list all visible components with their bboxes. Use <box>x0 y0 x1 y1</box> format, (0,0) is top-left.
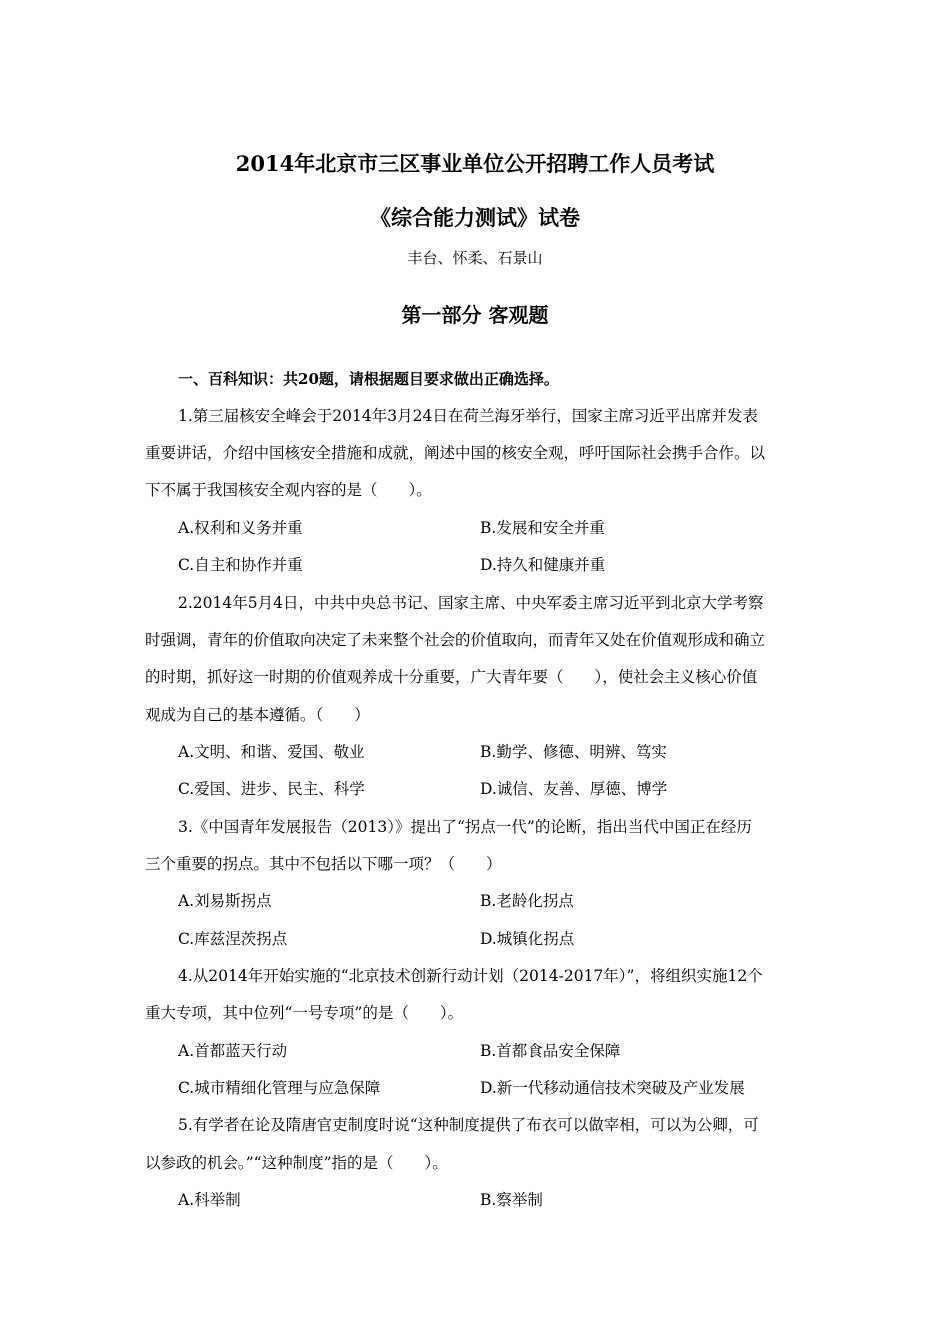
question-4-option-d: D.新一代移动通信技术突破及产业发展 <box>480 1079 745 1097</box>
question-3-option-b: B.老龄化拐点 <box>480 892 574 910</box>
question-4-option-a: A.首都蓝天行动 <box>178 1042 288 1060</box>
question-3-option-d: D.城镇化拐点 <box>480 930 575 948</box>
question-5-line-2: 以参政的机会。”“这种制度”指的是（ ）。 <box>145 1154 448 1172</box>
question-2-option-b: B.勤学、修德、明辨、笃实 <box>480 743 667 761</box>
question-3-line-1: 3.《中国青年发展报告（2013）》提出了“拐点一代”的论断，指出当代中国正在经历 <box>178 818 752 836</box>
question-3-option-a: A.刘易斯拐点 <box>178 892 272 910</box>
question-2-option-c: C.爱国、进步、民主、科学 <box>178 780 365 798</box>
question-4-line-2: 重大专项，其中位列“一号专项”的是（ ）。 <box>145 1004 464 1022</box>
exam-districts: 丰台、怀柔、石景山 <box>407 249 543 267</box>
question-1-option-d: D.持久和健康并重 <box>480 556 606 574</box>
question-4-option-c: C.城市精细化管理与应急保障 <box>178 1079 381 1097</box>
question-4-line-1: 4.从2014年开始实施的“北京技术创新行动计划（2014-2017年）”，将组织实施12个 <box>178 967 763 985</box>
question-1-option-a: A.权利和义务并重 <box>178 519 303 537</box>
question-2-option-a: A.文明、和谐、爱国、敬业 <box>178 743 365 761</box>
question-1-option-b: B.发展和安全并重 <box>480 519 605 537</box>
question-1-line-3: 下不属于我国核安全观内容的是（ ）。 <box>145 481 432 499</box>
question-2-option-d: D.诚信、友善、厚德、博学 <box>480 780 668 798</box>
question-2-line-2: 时强调，青年的价值取向决定了未来整个社会的价值取向，而青年又处在价值观形成和确立 <box>145 631 766 649</box>
question-3-option-c: C.库兹涅茨拐点 <box>178 930 288 948</box>
section-heading: 一、百科知识：共20题，请根据题目要求做出正确选择。 <box>178 370 559 388</box>
question-3-line-2: 三个重要的拐点。其中不包括以下哪一项？（ ） <box>145 855 502 873</box>
question-5-option-b: B.察举制 <box>480 1191 543 1209</box>
exam-subtitle: 《综合能力测试》试卷 <box>370 205 580 230</box>
exam-title: 2014年北京市三区事业单位公开招聘工作人员考试 <box>235 151 715 176</box>
question-2-line-4: 观成为自己的基本遵循。（ ） <box>145 706 370 724</box>
question-1-option-c: C.自主和协作并重 <box>178 556 303 574</box>
question-1-line-2: 重要讲话，介绍中国核安全措施和成就，阐述中国的核安全观，呼吁国际社会携手合作。以 <box>145 444 766 462</box>
part-heading: 第一部分 客观题 <box>401 303 549 327</box>
question-5-option-a: A.科举制 <box>178 1191 241 1209</box>
question-1-line-1: 1.第三届核安全峰会于2014年3月24日在荷兰海牙举行，国家主席习近平出席并发表 <box>178 407 758 425</box>
question-2-line-3: 的时期，抓好这一时期的价值观养成十分重要，广大青年要（ ），使社会主义核心价值 <box>145 668 758 686</box>
question-4-option-b: B.首都食品安全保障 <box>480 1042 621 1060</box>
question-2-line-1: 2.2014年5月4日，中共中央总书记、国家主席、中央军委主席习近平到北京大学考察 <box>178 594 764 612</box>
question-5-line-1: 5.有学者在论及隋唐官吏制度时说“这种制度提供了布衣可以做宰相，可以为公卿，可 <box>178 1116 759 1134</box>
